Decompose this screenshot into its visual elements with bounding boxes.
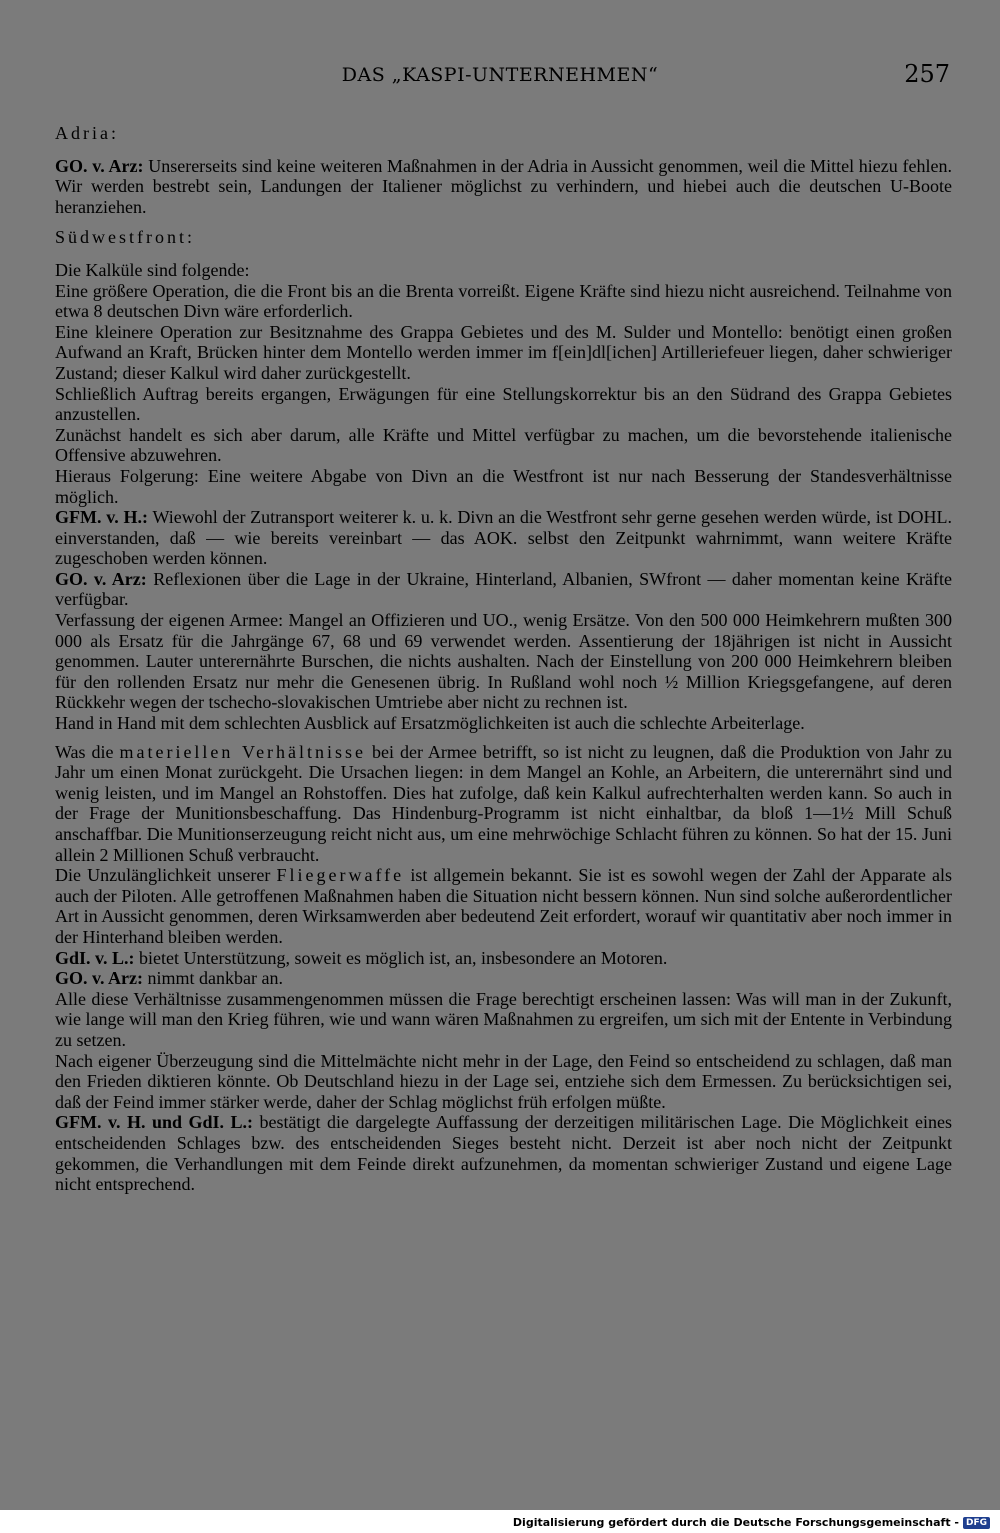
paragraph bbox=[55, 507, 952, 569]
spaced-emphasis: Fliegerwaffe bbox=[276, 865, 405, 886]
paragraph bbox=[55, 865, 952, 947]
speaker: GO. v. Arz: bbox=[55, 968, 143, 989]
paragraph: Zunächst handelt es sich aber darum, alle Kräfte und Mittel verfügbar zu machen, um die bevorstehende italienische Offensive abzuwehren. bbox=[55, 424, 952, 466]
speaker: GFM. v. H.: bbox=[55, 507, 148, 528]
section-heading-suedwestfront: Südwestfront: bbox=[55, 227, 195, 248]
paragraph bbox=[55, 742, 952, 866]
paragraph: Verfassung der eigenen Armee: Mangel an Offizieren und UO., wenig Ersätze. Von den 500 000 Heimkehrern mußten 300 000 als Ersatz für die Jahrgänge 67, 68 und 69 verwendet werden. Assentierung der 18jährigen ist nicht in Aussicht genommen. Lauter unterernährte Burschen, die nichts aushalten. Nach der Einstellung von 200 000 Heimkehrern bleiben für den rollenden Ersatz nur mehr die Genesenen übrig. In Rußland wohl noch ½ Million Kriegsgefangene, auf deren Rückkehr wegen der tschecho-slovakischen Umtriebe aber nicht zu rechnen ist. bbox=[55, 610, 952, 713]
paragraph: Nach eigener Überzeugung sind die Mittelmächte nicht mehr in der Lage, den Feind so entscheidend zu schlagen, daß man den Frieden diktieren könnte. Ob Deutschland hiezu in der Lage sei, entziehe sich dem Ermessen. Zu berücksichtigen sei, daß der Feind immer stärker werde, daher der Schlag möglichst früh erfolgen müßte. bbox=[55, 1050, 952, 1112]
paragraph: Schließlich Auftrag bereits ergangen, Erwägungen für eine Stellungskorrektur bis an den Südrand des Grappa Gebietes anzustellen. bbox=[55, 383, 952, 425]
paragraph-text: Was die bbox=[55, 741, 114, 762]
paragraph-text: ist allgemein bekannt. Sie ist es sowohl wegen der Zahl der Apparate als auch der Piloten. Alle getroffenen Maßnahmen haben die Situation nicht bessern können. Nun sind solche außerordentlicher Art in Aussicht genommen, deren Wirksamwerden aber bedeutend Zeit erfordert, worauf wir quantitativ aber noch immer in der Hinterhand bleiben werden. bbox=[55, 865, 953, 947]
spaced-emphasis: materiellen Verhältnisse bbox=[119, 741, 367, 762]
page-header bbox=[0, 60, 1000, 94]
paragraph-text: Unsererseits sind keine weiteren Maßnahmen in der Adria in Aussicht genommen, weil die Mittel hiezu fehlen. Wir werden bestrebt sein, Landungen der Italiener möglichst zu verhindern, und hiebei auch die deutschen U-Boote heranziehen. bbox=[55, 155, 952, 217]
paragraph: Die Kalküle sind folgende: bbox=[55, 259, 250, 280]
paragraph bbox=[55, 156, 952, 218]
paragraph: Alle diese Verhältnisse zusammengenommen müssen die Frage berechtigt erscheinen lassen: Was will man in der Zukunft, wie lange will man den Krieg führen, wie und wann wären Maßnahmen zu ergreifen, um sich mit der Entente in Verbindung zu setzen. bbox=[55, 988, 952, 1050]
paragraph: Hand in Hand mit dem schlechten Ausblick auf Ersatzmöglichkeiten ist auch die schlechte Arbeiterlage. bbox=[55, 713, 805, 734]
running-title: DAS „KASPI-UNTERNEHMEN“ bbox=[341, 64, 659, 86]
paragraph-text: nimmt dankbar an. bbox=[147, 968, 283, 989]
section-heading-adria: Adria: bbox=[55, 123, 119, 143]
paragraph-text: Reflexionen über die Lage in der Ukraine, Hinterland, Albanien, SWfront — daher momentan keine Kräfte verfügbar. bbox=[55, 568, 952, 610]
footer-text: Digitalisierung gefördert durch die Deutsche Forschungsgemeinschaft - bbox=[512, 1516, 959, 1529]
paragraph-text: Wiewohl der Zutransport weiterer k. u. k. Divn an die Westfront sehr gerne gesehen werden würde, ist DOHL. einverstanden, daß — wie bereits vereinbart — das AOK. selbst den Zeitpunkt wahrnimmt, wann weitere Kräfte zugeschoben werden können. bbox=[55, 507, 952, 569]
paragraph bbox=[55, 569, 952, 610]
speaker: GFM. v. H. und GdI. L.: bbox=[55, 1112, 253, 1133]
speaker: GO. v. Arz: bbox=[55, 568, 147, 589]
paragraph bbox=[55, 1112, 952, 1194]
speaker: GdI. v. L.: bbox=[55, 947, 135, 968]
paragraph bbox=[55, 968, 952, 989]
paragraph: Hieraus Folgerung: Eine weitere Abgabe von Divn an die Westfront ist nur nach Besserung der Standesverhältnisse möglich. bbox=[55, 465, 952, 507]
paragraph-text: bestätigt die dargelegte Auffassung der derzeitigen militärischen Lage. Die Möglichkeit eines entscheidenden Schlages bzw. des entscheidenden Sieges besteht nicht. Derzeit ist aber noch nicht der Zeitpunkt gekommen, die Verhandlungen mit dem Feinde direkt aufzunehmen, da momentan schwieriger Zustand und eigene Lage nicht entsprechend. bbox=[55, 1112, 953, 1195]
page-body bbox=[55, 123, 952, 1195]
paragraph bbox=[55, 948, 952, 969]
paragraph-text: Die Unzulänglichkeit unserer bbox=[55, 865, 271, 886]
paragraph: Eine kleinere Operation zur Besitznahme des Grappa Gebietes und des M. Sulder und Montello: benötigt einen großen Aufwand an Kraft, Brücken hinter dem Montello werden immer im f[ein]dl[ichen] Artilleriefeuer liegen, daher schwieriger Zustand; dieser Kalkul wird daher zurückgestellt. bbox=[55, 321, 952, 383]
paragraph-text: bietet Unterstützung, soweit es möglich ist, an, insbesondere an Motoren. bbox=[139, 947, 668, 968]
paragraph: Eine größere Operation, die die Front bis an die Brenta vorreißt. Eigene Kräfte sind hiezu nicht ausreichend. Teilnahme von etwa 8 deutschen Divn wäre erforderlich. bbox=[55, 280, 952, 322]
page-number: 257 bbox=[904, 60, 950, 88]
speaker: GO. v. Arz: bbox=[55, 155, 144, 176]
dfg-logo-icon: DFG bbox=[963, 1517, 990, 1529]
paragraph-text: bei der Armee betrifft, so ist nicht zu leugnen, daß die Produktion von Jahr zu Jahr um einen Monat zurückgeht. Die Ursachen liegen: in dem Mangel an Kohle, an Arbeitern, die unterernährt sind und wenig leisten, und im Mangel an Rohstoffen. Dies hat zufolge, daß kein Kalkul aufrechterhalten werden kann. So auch in der Frage der Munitionsbeschaffung. Das Hindenburg-Programm ist nicht einhaltbar, da bloß 1—1½ Mill Schuß anschaffbar. Die Munitionserzeugung reicht nicht aus, um eine mehrwöchige Schlacht führen zu können. So hat der 15. Juni allein 2 Millionen Schuß verbraucht. bbox=[55, 741, 953, 865]
digitization-footer bbox=[513, 1516, 990, 1529]
